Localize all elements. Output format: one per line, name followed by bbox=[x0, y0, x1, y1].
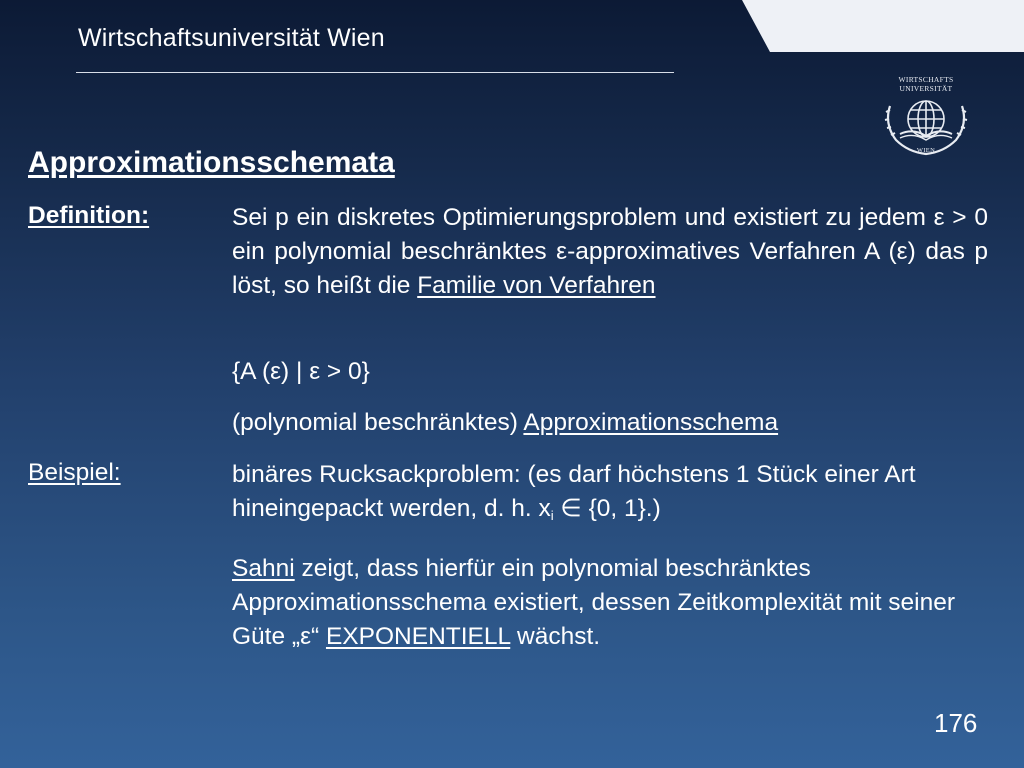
page-number: 176 bbox=[934, 708, 978, 738]
header-divider bbox=[76, 72, 674, 73]
sahni-text-end: wächst. bbox=[510, 623, 601, 650]
beispiel-paragraph bbox=[232, 458, 988, 533]
sahni-term: Sahni bbox=[232, 555, 295, 582]
subscript-i: i bbox=[550, 508, 554, 523]
approximationsschema-term: Approximationsschema bbox=[523, 409, 779, 436]
sahni-paragraph bbox=[232, 552, 988, 654]
logo-bottom-text: WIEN bbox=[916, 147, 936, 154]
familie-von-verfahren-term: Familie von Verfahren bbox=[417, 272, 656, 299]
exponentiell-term: EXPONENTIELL bbox=[325, 623, 511, 650]
rucksack-text: binäres Rucksackproblem: (es darf höchstens 1 Stück einer Art hineingepackt werden, d. h. x bbox=[232, 461, 916, 522]
slide-title: Approximationsschemata bbox=[28, 146, 395, 179]
definition-set-expression: {A (ε) | ε > 0} bbox=[232, 358, 370, 385]
logo-top-text: WIRTSCHAFTS bbox=[898, 75, 954, 84]
logo-mid-text: UNIVERSITÄT bbox=[899, 84, 953, 93]
definition-label: Definition: bbox=[28, 202, 150, 229]
beispiel-label: Beispiel: bbox=[28, 459, 121, 486]
approximationsschema-line bbox=[232, 406, 988, 440]
definition-paragraph bbox=[232, 201, 988, 303]
polynomial-text: (polynomial beschränktes) bbox=[232, 409, 524, 436]
sahni-text: zeigt, dass hierfür ein polynomial beschränktes Approximationsschema existiert, dessen Zeitkomplexität mit seiner Güte „ε“ bbox=[232, 555, 956, 650]
header-institution-name: Wirtschaftsuniversität Wien bbox=[78, 24, 385, 52]
definition-text: Sei p ein diskretes Optimierungsproblem und existiert zu jedem ε > 0 ein polynomial beschränktes ε-approximatives Verfahren A (ε) das p löst, so heißt die bbox=[232, 204, 988, 299]
rucksack-text-end: ∈ {0, 1}.) bbox=[553, 495, 661, 522]
university-logo bbox=[876, 72, 976, 162]
